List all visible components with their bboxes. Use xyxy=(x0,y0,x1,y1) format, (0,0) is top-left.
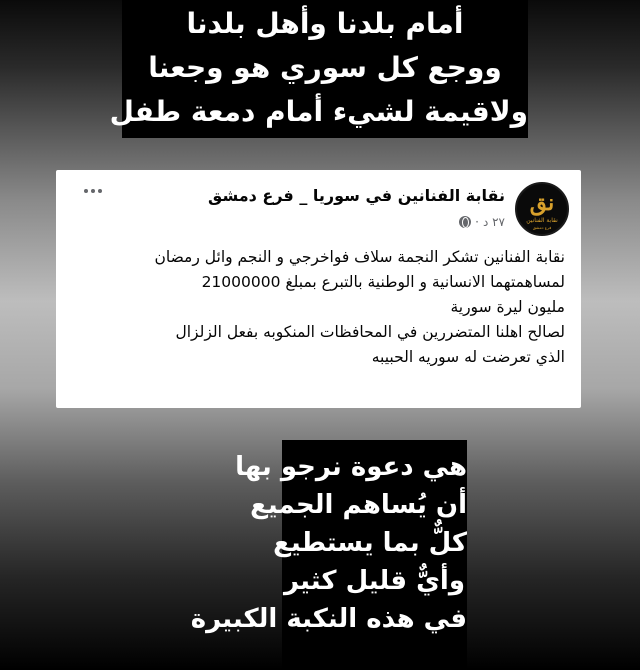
bottom-quote-line: وأيٌّ قليل كثير xyxy=(284,566,465,596)
top-quote-line: ولاقيمة لشيء أمام دمعة طفل xyxy=(109,95,528,128)
top-quote-box xyxy=(109,0,528,138)
post-text-line: الذي تعرضت له سوريه الحبيبه xyxy=(371,348,565,366)
post-text-line: مليون ليرة سورية xyxy=(450,298,565,316)
post-meta xyxy=(459,215,505,229)
bottom-quote-box xyxy=(190,440,467,670)
post-author-name[interactable]: نقابة الفنانين في سوريا _ فرع دمشق xyxy=(208,186,505,205)
globe-icon xyxy=(459,216,471,228)
post-time[interactable]: ٢٧ د xyxy=(482,215,505,229)
post-text-line: لمساهمتهما الانسانية و الوطنية بالتبرع بمبلغ 21000000 xyxy=(201,273,565,291)
post-text-line: لصالح اهلنا المتضررين في المحافظات المنكوبه بفعل الزلزال xyxy=(175,323,565,341)
logo-subtext: فرع دمشق xyxy=(532,225,552,230)
post-text-line: نقابة الفنانين تشكر النجمة سلاف فواخرجي و النجم وائل رمضان xyxy=(154,248,565,266)
logo-mark: نق xyxy=(529,190,555,216)
bottom-quote-line: في هذه النكبة الكبيرة xyxy=(190,604,467,634)
meta-separator: · xyxy=(475,215,479,229)
post-body-text xyxy=(68,245,565,370)
bottom-quote-line: هي دعوة نرجو بها xyxy=(235,452,467,482)
top-quote-line: أمام بلدنا وأهل بلدنا xyxy=(186,7,464,40)
bottom-quote-line: أن يُساهم الجميع xyxy=(250,490,467,520)
facebook-post-card xyxy=(56,170,581,408)
page-avatar[interactable] xyxy=(515,182,569,236)
logo-text: نقابة الفنانين xyxy=(526,217,558,224)
more-dots-icon[interactable] xyxy=(80,184,106,198)
top-quote-line: ووجع كل سوري هو وجعنا xyxy=(148,51,502,84)
bottom-quote-line: كلٌّ بما يستطيع xyxy=(273,528,467,558)
